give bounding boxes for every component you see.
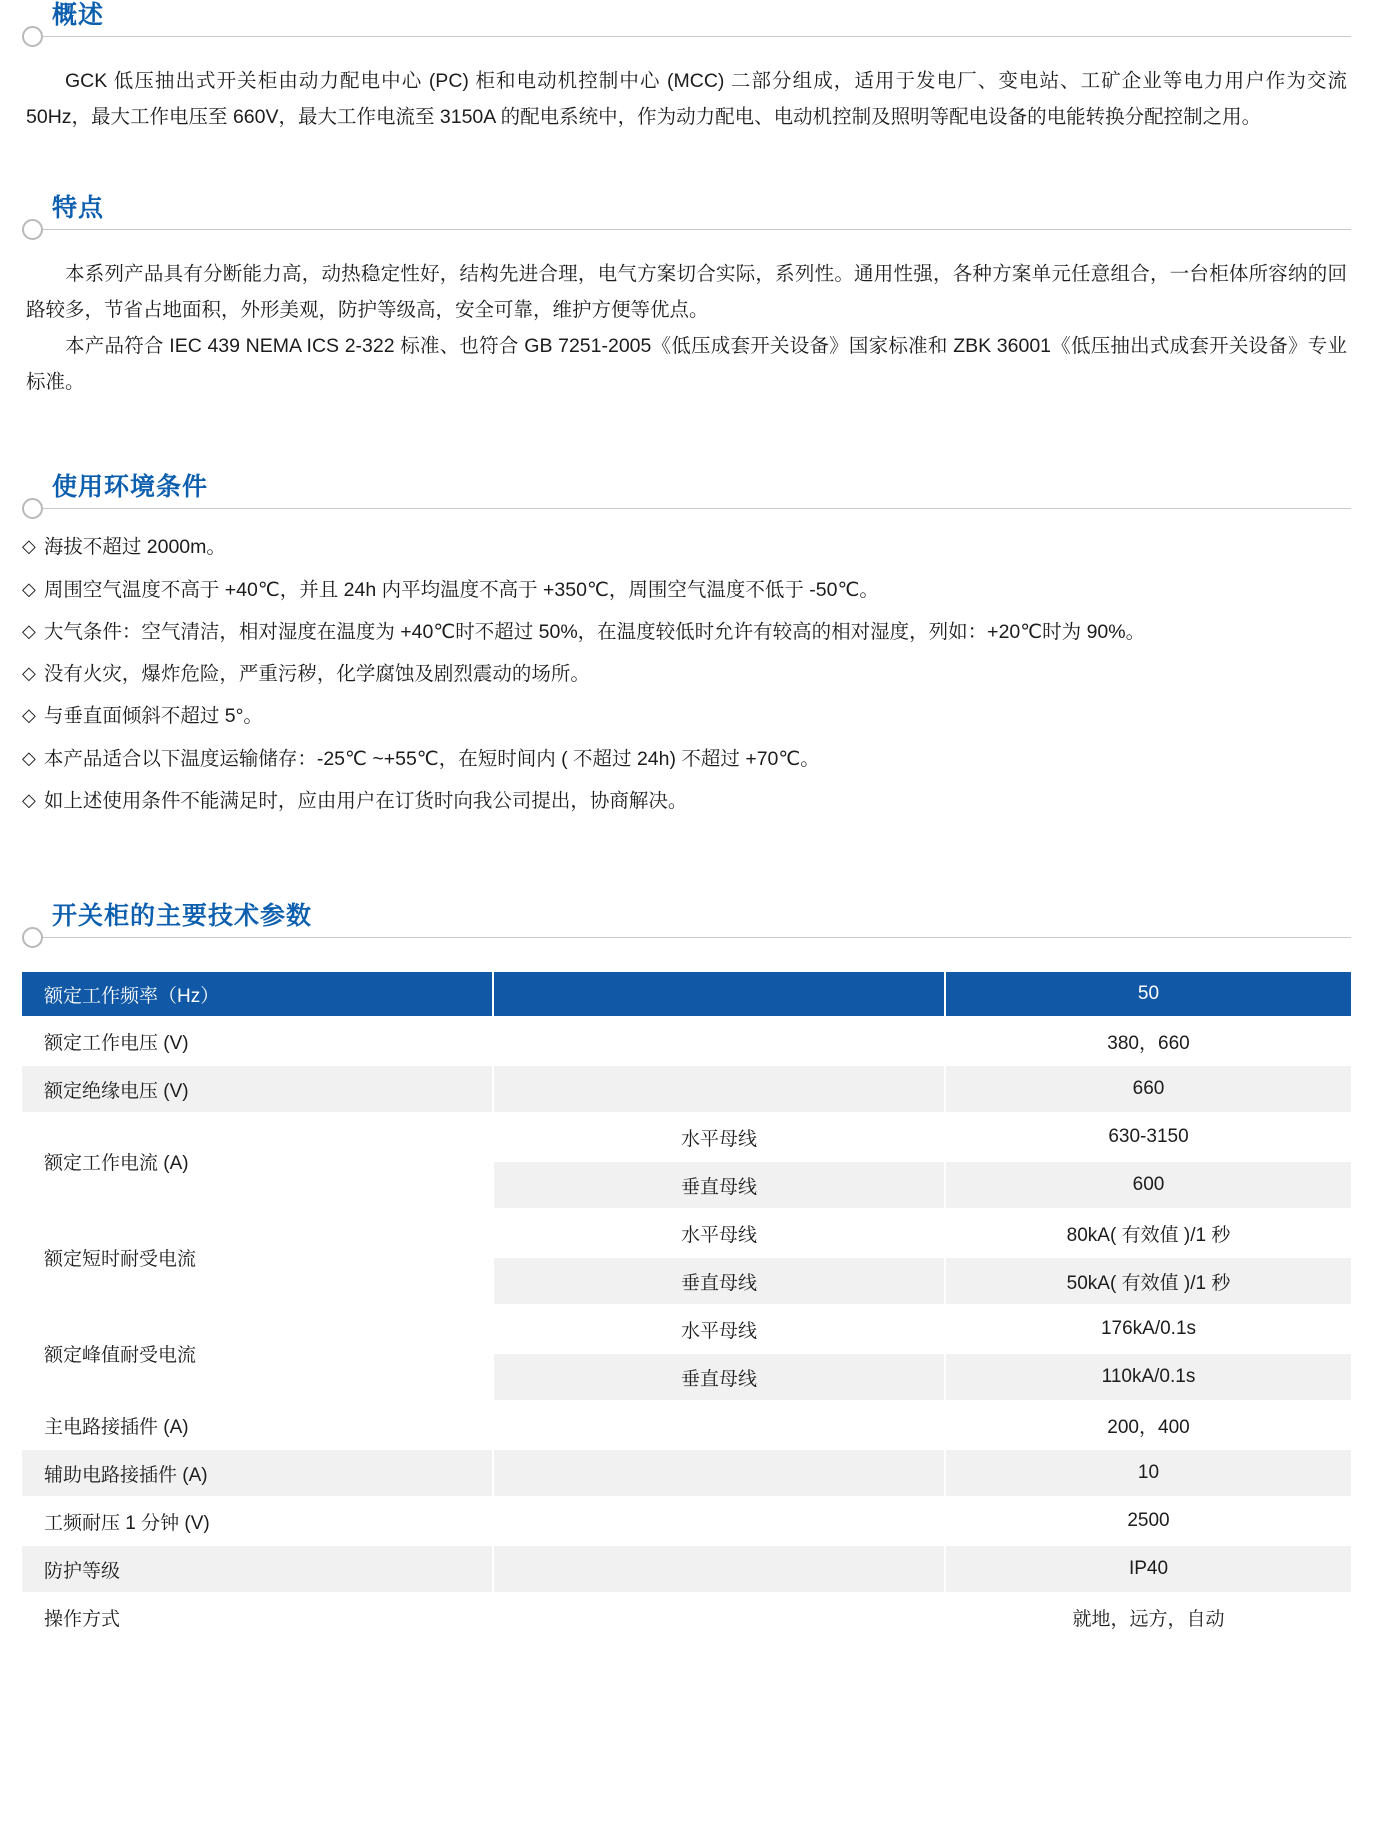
table-cell-mid: 水平母线: [493, 1113, 945, 1161]
list-item: [22, 787, 1351, 815]
table-cell-mid: [493, 1401, 945, 1449]
diamond-bullet-icon: ◇: [22, 789, 36, 810]
section-header: [22, 901, 1351, 938]
table-row: [22, 1449, 1351, 1497]
list-item: [22, 576, 1351, 604]
features-body: [26, 256, 1347, 400]
list-item: [22, 660, 1351, 688]
list-item-label: 如上述使用条件不能满足时，应由用户在订货时向我公司提出，协商解决。: [43, 789, 688, 812]
diamond-bullet-icon: ◇: [22, 620, 36, 641]
section-header: [22, 193, 1351, 230]
table-row: [22, 1209, 1351, 1257]
table-cell-value: 50kA( 有效值 )/1 秒: [945, 1257, 1351, 1305]
ring-decoration-icon: [22, 219, 43, 240]
table-cell-value: 176kA/0.1s: [945, 1305, 1351, 1353]
diamond-bullet-icon: ◇: [22, 663, 36, 684]
table-cell-mid: 水平母线: [493, 1305, 945, 1353]
table-cell-label: 工频耐压 1 分钟 (V): [22, 1497, 493, 1545]
table-cell-value: 就地，远方，自动: [945, 1593, 1351, 1641]
table-row: [22, 972, 1351, 1017]
overview-paragraph-1: GCK 低压抽出式开关柜由动力配电中心 (PC) 柜和电动机控制中心 (MCC) 二部分组成，适用于发电厂、变电站、工矿企业等电力用户作为交流 50Hz，最大工作电压至 660V，最大工作电流至 3150A 的配电系统中，作为动力配电、电动机控制及照明等配电设备的电能转换分配控制之用。: [26, 70, 1347, 129]
page-title-environment: 使用环境条件: [52, 473, 209, 502]
environment-condition-list: [22, 533, 1351, 815]
ring-decoration-icon: [22, 927, 43, 948]
section-features: [0, 193, 1373, 400]
list-item-label: 与垂直面倾斜不超过 5°。: [43, 705, 263, 728]
spec-table-wrapper: [22, 972, 1351, 1642]
spec-table: [22, 972, 1351, 1642]
page-title-overview: 概述: [52, 1, 105, 29]
spacer: [0, 829, 1373, 901]
table-cell-value: 10: [945, 1449, 1351, 1497]
diamond-bullet-icon: ◇: [22, 578, 36, 599]
table-row: [22, 1593, 1351, 1641]
table-cell-value: 600: [945, 1161, 1351, 1209]
overview-body: [26, 63, 1347, 135]
diamond-bullet-icon: ◇: [22, 747, 36, 768]
table-row: [22, 1545, 1351, 1593]
ring-decoration-icon: [22, 498, 43, 519]
section-environment: [0, 472, 1373, 815]
table-row: [22, 1497, 1351, 1545]
table-cell-mid: 水平母线: [493, 1209, 945, 1257]
table-cell-value: 630-3150: [945, 1113, 1351, 1161]
table-cell-value: 80kA( 有效值 )/1 秒: [945, 1209, 1351, 1257]
diamond-bullet-icon: ◇: [22, 536, 36, 557]
table-cell-value: 50: [945, 972, 1351, 1017]
list-item-label: 周围空气温度不高于 +40℃，并且 24h 内平均温度不高于 +350℃，周围空气温度不低于 -50℃。: [43, 578, 879, 601]
table-cell-value: 200，400: [945, 1401, 1351, 1449]
page-title-specifications: 开关柜的主要技术参数: [52, 902, 313, 931]
list-item-label: 本产品适合以下温度运输储存：-25℃ ~+55℃，在短时间内 ( 不超过 24h) 不超过 +70℃。: [43, 747, 820, 770]
list-item-label: 没有火灾，爆炸危险，严重污秽，化学腐蚀及剧烈震动的场所。: [43, 663, 590, 686]
table-row: [22, 1305, 1351, 1353]
table-cell-mid: [493, 1497, 945, 1545]
table-cell-value: 380，660: [945, 1017, 1351, 1065]
table-cell-label: 辅助电路接插件 (A): [22, 1449, 493, 1497]
table-cell-value: 110kA/0.1s: [945, 1353, 1351, 1401]
table-cell-label: 防护等级: [22, 1545, 493, 1593]
section-header: [22, 472, 1351, 509]
table-cell-value: 2500: [945, 1497, 1351, 1545]
table-cell-label: 主电路接插件 (A): [22, 1401, 493, 1449]
features-paragraph-1: 本系列产品具有分断能力高，动热稳定性好，结构先进合理，电气方案切合实际，系列性。通用性强，各种方案单元任意组合，一台柜体所容纳的回路较多，节省占地面积，外形美观，防护等级高，安全可靠，维护方便等优点。: [26, 263, 1347, 322]
table-row: [22, 1017, 1351, 1065]
table-row: [22, 1401, 1351, 1449]
table-row: [22, 1113, 1351, 1161]
page-title-features: 特点: [52, 194, 105, 223]
table-cell-label: 额定峰值耐受电流: [22, 1305, 493, 1401]
table-cell-mid: 垂直母线: [493, 1353, 945, 1401]
ring-decoration-icon: [22, 26, 43, 47]
list-item-label: 大气条件：空气清洁，相对湿度在温度为 +40℃时不超过 50%，在温度较低时允许有较高的相对湿度，列如：+20℃时为 90%。: [43, 620, 1146, 643]
diamond-bullet-icon: ◇: [22, 705, 36, 726]
table-cell-mid: [493, 1065, 945, 1113]
list-item: [22, 533, 1351, 561]
table-cell-mid: 垂直母线: [493, 1161, 945, 1209]
table-cell-mid: [493, 1593, 945, 1641]
table-cell-mid: [493, 1545, 945, 1593]
table-cell-value: IP40: [945, 1545, 1351, 1593]
table-cell-mid: [493, 972, 945, 1017]
table-cell-label: 额定工作频率（Hz）: [22, 972, 493, 1017]
table-cell-label: 操作方式: [22, 1593, 493, 1641]
table-row: [22, 1065, 1351, 1113]
table-cell-value: 660: [945, 1065, 1351, 1113]
table-cell-label: 额定工作电流 (A): [22, 1113, 493, 1209]
table-cell-label: 额定工作电压 (V): [22, 1017, 493, 1065]
spacer: [0, 400, 1373, 472]
list-item: [22, 745, 1351, 773]
list-item: [22, 702, 1351, 730]
features-paragraph-2: 本产品符合 IEC 439 NEMA ICS 2-322 标准、也符合 GB 7251-2005《低压成套开关设备》国家标准和 ZBK 36001《低压抽出式成套开关设备》专业标准。: [26, 335, 1347, 394]
table-cell-mid: 垂直母线: [493, 1257, 945, 1305]
table-cell-mid: [493, 1017, 945, 1065]
table-cell-label: 额定短时耐受电流: [22, 1209, 493, 1305]
section-header: [22, 0, 1351, 37]
spacer: [0, 135, 1373, 193]
list-item: [22, 618, 1351, 646]
section-overview: [0, 0, 1373, 135]
table-cell-mid: [493, 1449, 945, 1497]
table-cell-label: 额定绝缘电压 (V): [22, 1065, 493, 1113]
list-item-label: 海拔不超过 2000m。: [43, 536, 226, 559]
section-specifications: [0, 901, 1373, 1642]
